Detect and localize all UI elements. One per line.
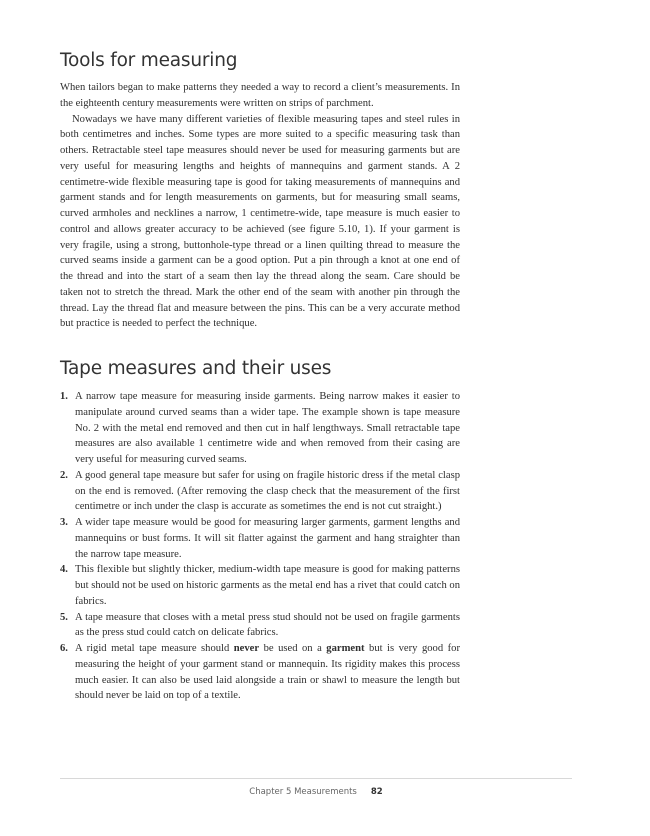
list-item-text-after: but is very good for measuring the height of your garment stand or mannequin. Its rigidity makes this process much easier. It can also be used laid alongside a train or shawl to measure the length but should never be laid on top of a textile. <box>75 643 460 702</box>
list-item <box>60 562 460 609</box>
section-heading-tools: Tools for measuring <box>60 50 238 71</box>
list-item <box>60 610 460 642</box>
tape-measure-list <box>60 389 460 704</box>
list-item-number: 6. <box>60 643 68 654</box>
list-item-text: A good general tape measure but safer for using on fragile historic dress if the metal clasp on the end is removed. (After removing the clasp check that the measurement of the first centimetre or inch under the clasp is accurate as sometimes the end is not cut straight.) <box>75 469 460 513</box>
paragraph-intro: When tailors began to make patterns they needed a way to record a client’s measurements. In the eighteenth century measurements were written on strips of parchment. <box>60 82 460 109</box>
page-footer <box>60 787 572 797</box>
page-number: 82 <box>370 787 383 797</box>
list-item-text-before: A rigid metal tape measure should <box>75 643 234 654</box>
list-item-number: 4. <box>60 564 68 576</box>
list-item <box>60 389 460 468</box>
list-item-text: A tape measure that closes with a metal press stud should not be used on fragile garments as the press stud could catch on delicate fabrics. <box>75 611 460 639</box>
list-item-text: This flexible but slightly thicker, medium-width tape measure is good for making patterns but should not be used on historic garments as the metal end has a rivet that could catch on fabrics. <box>75 564 460 607</box>
emphasis-garment: garment <box>326 643 365 654</box>
paragraph-nowadays: Nowadays we have many different varieties of flexible measuring tapes and steel rules in both centimetres and inches. Some types are more suited to a specific measuring task than others. Retractable steel tape measures should never be used for measuring garments but are very useful for measuring lengths and heights of mannequins and garment stands. A 2 centimetre-wide flexible measuring tape is good for taking measurements of mannequins and garment stands and for length measurements on garments, but for measuring small seams, curved armholes and necklines a narrow, 1 centimetre-wide, tape measure is much easier to control and allows greater accuracy to be achieved (see figure 5.10, 1). If your garment is very fragile, using a strong, buttonhole-type thread or a linen quilting thread to measure the curved seams inside a garment can be a good option. Put a pin through a knot at one end of the thread and into the start of a seam then lay the thread along the seam. Care should be taken not to stretch the thread. Mark the other end of the seam with another pin through the thread. Lay the thread flat and measure between the pins. This can be a very accurate method but practice is needed to perfect the technique. <box>60 113 460 330</box>
footer-divider <box>60 778 572 779</box>
list-item <box>60 641 460 704</box>
page-content <box>60 50 460 704</box>
list-item-number: 3. <box>60 517 68 528</box>
list-item <box>60 515 460 562</box>
section-heading-tape-measures: Tape measures and their uses <box>60 358 332 379</box>
list-item-number: 5. <box>60 611 68 623</box>
list-item-text-mid: be used on a <box>259 643 327 654</box>
list-item-text: A wider tape measure would be good for measuring larger garments, garment lengths and mannequins or bust forms. It will sit flatter against the garment and hang straighter than the narrow tape measure. <box>75 517 460 560</box>
footer-chapter: Chapter 5 Measurements <box>249 787 357 797</box>
list-item-text: A narrow tape measure for measuring inside garments. Being narrow makes it easier to manipulate around curved seams than a wider tape. The example shown is tape measure No. 2 with the metal end removed and then cut in half lengthways. Small retractable tape measures are also available 1 centimetre wide and when removed from their casing are very useful for measuring curved seams. <box>75 391 460 465</box>
list-item-number: 2. <box>60 469 68 481</box>
list-item <box>60 468 460 515</box>
emphasis-never: never <box>233 643 260 654</box>
list-item-number: 1. <box>60 391 68 402</box>
